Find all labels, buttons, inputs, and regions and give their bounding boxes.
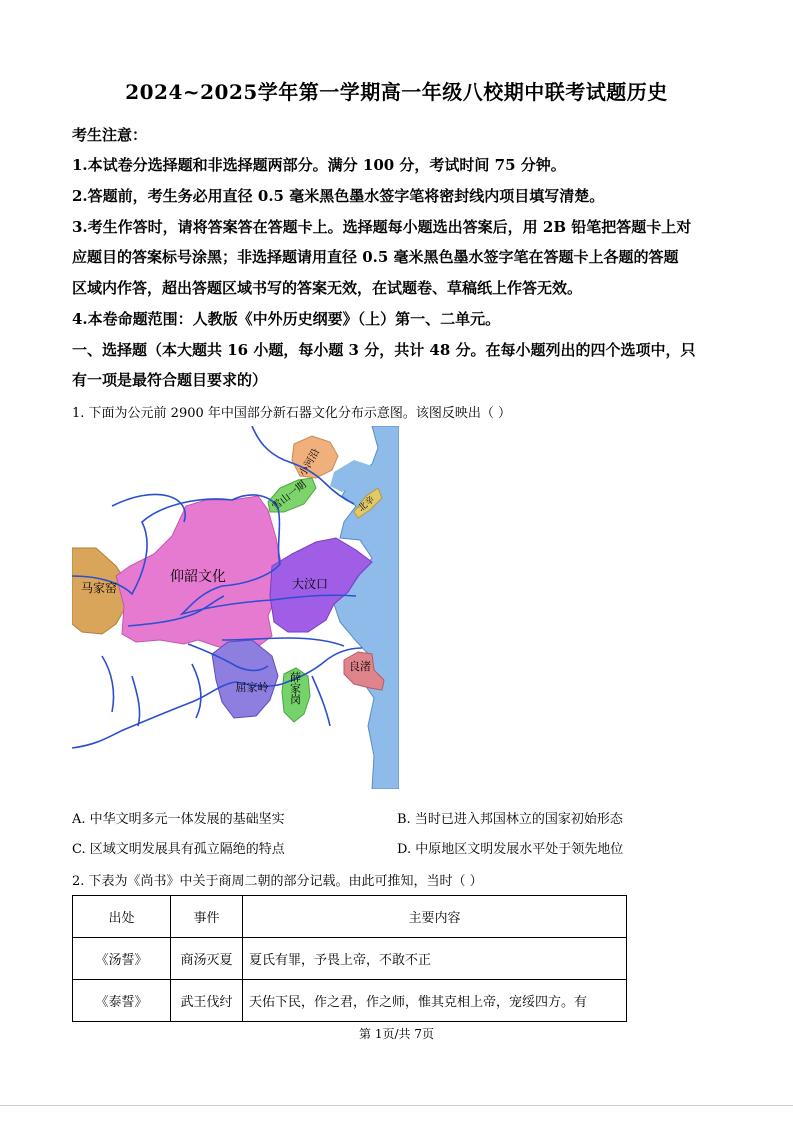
notice-line-1: 1.本试卷分选择题和非选择题两部分。满分 100 分，考试时间 75 分钟。 <box>72 156 566 174</box>
page-footer: 第 1页/共 7页 <box>359 1027 434 1041</box>
notice-line-4: 应题目的答案标号涂黑；非选择题请用直径 0.5 毫米黑色墨水签字笔在答题卡上各题的答题 <box>72 248 679 266</box>
question-1-option-c[interactable]: C. 区域文明发展具有孤立隔绝的特点 <box>72 842 285 857</box>
map-label-majiayao: 马家窑 <box>80 581 118 595</box>
table-cell: 夏氏有罪，予畏上帝，不敢不正 <box>243 938 627 980</box>
table-cell: 商汤灭夏 <box>171 938 243 980</box>
map-label-xueshan: 雪山一期 <box>270 479 309 513</box>
page-bottom-divider <box>0 1105 793 1106</box>
notice-line-2: 2.答题前，考生务必用直径 0.5 毫米黑色墨水签字笔将密封线内项目填写清楚。 <box>72 187 605 205</box>
table-header-cell: 出处 <box>73 896 171 938</box>
map-label-liangzhu: 良渚 <box>349 660 371 673</box>
table-header-cell: 主要内容 <box>243 896 627 938</box>
question-1-option-d[interactable]: D. 中原地区文明发展水平处于领先地位 <box>397 842 624 857</box>
section-heading-cont: 有一项是最符合题目要求的） <box>72 371 268 389</box>
map-label-beixin: 北辛 <box>356 494 377 515</box>
notice-line-5: 区域内作答，超出答题区域书写的答案无效，在试题卷、草稿纸上作答无效。 <box>72 279 583 297</box>
neolithic-culture-map <box>72 426 399 789</box>
table-cell: 《泰誓》 <box>73 980 171 1022</box>
table-cell: 天佑下民，作之君，作之师，惟其克相上帝，宠绥四方。有 <box>243 980 627 1022</box>
notice-line-3: 3.考生作答时，请将答案答在答题卡上。选择题每小题选出答案后，用 2B 铅笔把答题卡上对 <box>72 218 692 236</box>
map-label-xuejiagang-group <box>289 670 302 705</box>
map-label-yangshao: 仰韶文化 <box>170 569 226 585</box>
question-1-option-b[interactable]: B. 当时已进入邦国林立的国家初始形态 <box>397 812 623 827</box>
map-label-xuejiagang: 薛家岗 <box>288 671 302 705</box>
table-cell: 《汤誓》 <box>73 938 171 980</box>
map-label-dawenkou: 大汶口 <box>291 577 329 591</box>
notice-line-6: 4.本卷命题范围：人教版《中外历史纲要》（上）第一、二单元。 <box>72 310 501 328</box>
notice-heading: 考生注意： <box>72 126 148 144</box>
question-1-option-a[interactable]: A. 中华文明多元一体发展的基础坚实 <box>72 812 285 827</box>
table-header-row <box>73 896 627 938</box>
question-1-stem: 1. 下面为公元前 2900 年中国部分新石器文化分布示意图。该图反映出（ ） <box>72 406 512 421</box>
map-label-xiaoheyan: 小河沿 <box>297 447 323 479</box>
map-label-qujialing: 屈家岭 <box>235 681 269 694</box>
section-heading: 一、选择题（本大题共 16 小题，每小题 3 分，共计 48 分。在每小题列出的四个选项中，只 <box>72 341 696 359</box>
question-2-table <box>72 895 627 1022</box>
question-2-stem: 2. 下表为《尚书》中关于商周二朝的部分记载。由此可推知，当时（ ） <box>72 874 483 889</box>
table-row <box>73 938 627 980</box>
table-header-cell: 事件 <box>171 896 243 938</box>
table-row <box>73 980 627 1022</box>
table-cell: 武王伐纣 <box>171 980 243 1022</box>
page-title: 2024~2025学年第一学期高一年级八校期中联考试题历史 <box>125 80 668 104</box>
